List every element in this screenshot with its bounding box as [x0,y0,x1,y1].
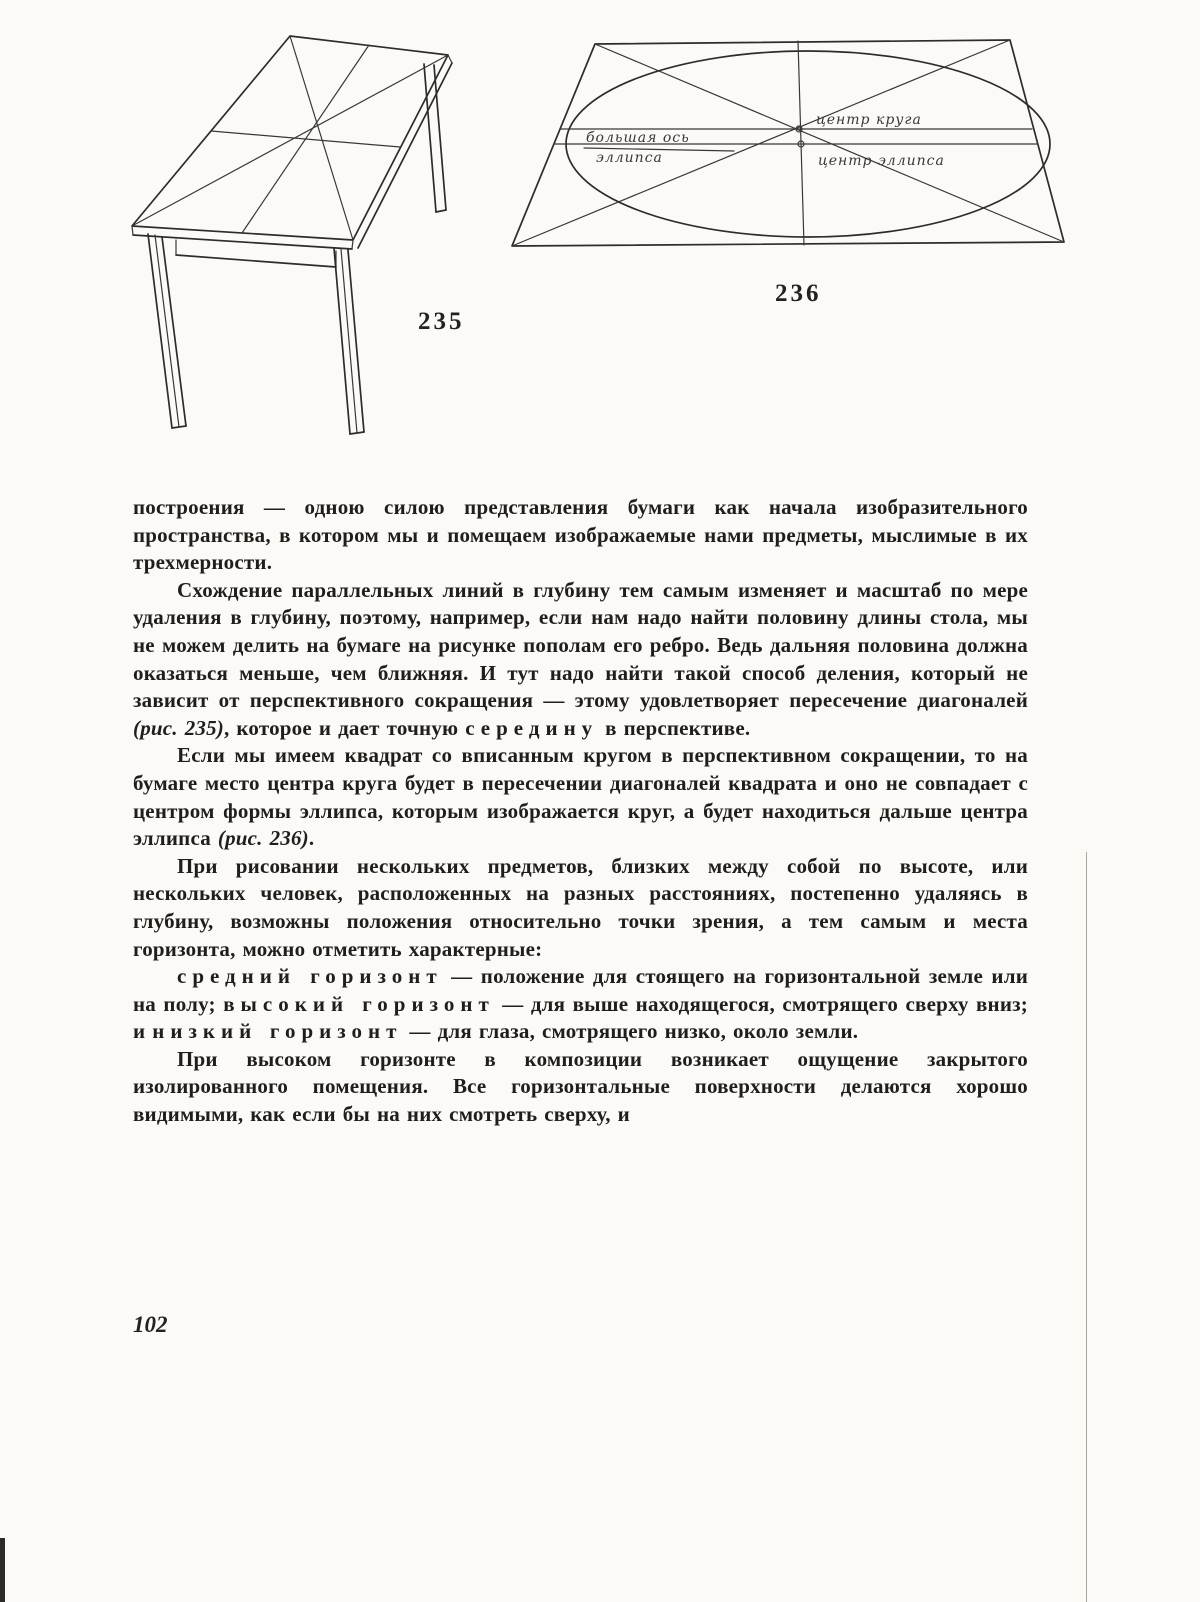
text-segment: При высоком горизонте в композиции возникает ощущение закрытого изолированного помещения. Все горизонтальные поверхности делаются хорошо видимыми, как если бы на них смотреть сверху, и [133,1046,1028,1127]
text-segment: — для выше находящегося, смотрящего сверху вниз; и [133,991,1028,1044]
text-segment: — для глаза, смотрящего низко, около земли. [402,1019,859,1044]
text-segment: , которое и дает точную [224,715,466,740]
annotation-major-axis-line2: эллипса [596,150,663,166]
figure-236-label: 236 [775,280,822,307]
figure-235-label: 235 [418,308,465,335]
text-segment: Если мы имеем квадрат со вписанным кругом в перспективном сокращении, то на бумаге место центра круга будет в пересечении диагоналей квадрата и оно не совпадает с центром формы эллипса, которым изображается круг, а будет находиться дальше центра эллипса [133,743,1028,851]
annotation-circle-center: центр круга [816,112,922,128]
scan-edge-line [1086,852,1087,1602]
text-segment: (рис. 236) [217,826,309,851]
text-segment: низкий горизонт [152,1019,403,1044]
scan-edge-mark [0,1538,5,1602]
paragraph [133,853,1028,963]
paragraph [133,1046,1028,1129]
paragraph [133,577,1028,743]
text-segment: средний горизонт [177,964,443,989]
text-segment: При рисовании нескольких предметов, близких между собой по высоте, или нескольких человек, расположенных на разных расстояниях, постепенно удаляясь в глубину, возможны положения относительно точки зрения, а тем самым и места горизонта, можно отметить характерные: [133,853,1028,961]
annotation-major-axis-line1: большая ось [586,130,690,146]
text-block [133,494,1028,1129]
figure-235 [118,22,468,447]
text-segment: высокий горизонт [223,991,495,1016]
text-segment: в перспективе. [598,715,751,740]
paragraph [133,494,1028,577]
page-number: 102 [133,1312,168,1337]
ellipse-perspective-drawing [498,22,1078,267]
paragraph [133,742,1028,852]
text-segment: . [308,826,315,851]
figure-236 [498,22,1078,267]
text-segment: Схождение параллельных линий в глубину тем самым изменяет и масштаб по мере удаления в глубину, поэтому, например, если нам надо найти половину длины стола, мы не можем делить на бумаге на рисунке пополам его ребро. Ведь дальняя половина должна оказаться меньше, чем ближняя. И тут надо найти такой способ деления, который не зависит от перспективного сокращения — этому удовлетворяет пересечение диагоналей [133,577,1028,713]
text-segment: — положение для стоящего на горизонтальной земле или на полу; [133,964,1029,1016]
annotation-ellipse-center: центр эллипса [818,153,945,169]
paragraph [133,963,1028,1046]
table-perspective-drawing [118,22,468,447]
text-segment: построения — одною силою представления бумаги как начала изобразительного пространства, в котором мы и помещаем изображаемые нами предметы, мыслимые в их трехмерности. [133,495,1028,575]
text-segment: середину [465,715,599,740]
text-segment: (рис. 235) [133,715,224,740]
